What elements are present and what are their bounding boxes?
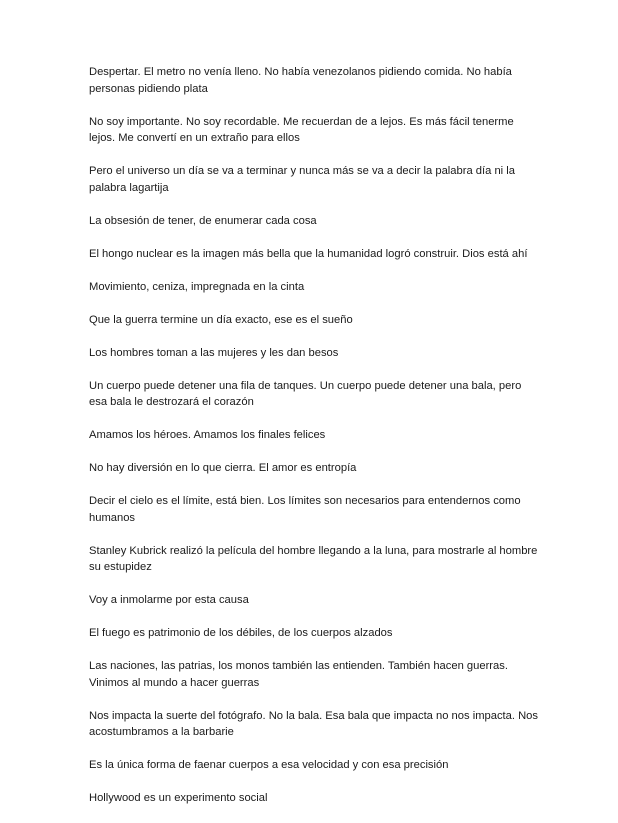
paragraph: Despertar. El metro no venía lleno. No había venezolanos pidiendo comida. No había personas pidiendo plata (89, 66, 512, 95)
paragraph: El fuego es patrimonio de los débiles, de los cuerpos alzados (89, 627, 393, 639)
paragraph: Decir el cielo es el límite, está bien. Los límites son necesarios para entendernos como humanos (89, 495, 521, 524)
paragraph: Voy a inmolarme por esta causa (89, 594, 249, 606)
paragraph: No soy importante. No soy recordable. Me recuerdan de a lejos. Es más fácil tenerme lejos. Me convertí en un extraño para ellos (89, 115, 514, 144)
paragraph: Stanley Kubrick realizó la película del hombre llegando a la luna, para mostrarle al hombre su estupidez (89, 544, 538, 573)
paragraph: Un cuerpo puede detener una fila de tanques. Un cuerpo puede detener una bala, pero esa bala le destrozará el corazón (89, 379, 522, 408)
document-body (89, 64, 539, 823)
paragraph: Amamos los héroes. Amamos los finales felices (89, 429, 326, 441)
paragraph: Nos impacta la suerte del fotógrafo. No la bala. Esa bala que impacta no nos impacta. Nos acostumbramos a la barbarie (89, 709, 538, 738)
paragraph: Que la guerra termine un día exacto, ese es el sueño (89, 313, 353, 326)
paragraph: Los hombres toman a las mujeres y les dan besos (89, 346, 339, 359)
paragraph: El hongo nuclear es la imagen más bella que la humanidad logró construir. Dios está ahí (89, 247, 528, 260)
paragraph: Pero el universo un día se va a terminar y nunca más se va a decir la palabra día ni la palabra lagartija (89, 165, 515, 194)
paragraph: Es la única forma de faenar cuerpos a esa velocidad y con esa precisión (89, 759, 449, 771)
paragraph: Hollywood es un experimento social (89, 792, 268, 804)
paragraph: Las naciones, las patrias, los monos también las entienden. También hacen guerras. Vinimos al mundo a hacer guerras (89, 660, 508, 689)
paragraph: La obsesión de tener, de enumerar cada cosa (89, 214, 317, 227)
paragraph: No hay diversión en lo que cierra. El amor es entropía (89, 462, 357, 474)
paragraph: Movimiento, ceniza, impregnada en la cinta (89, 280, 305, 293)
